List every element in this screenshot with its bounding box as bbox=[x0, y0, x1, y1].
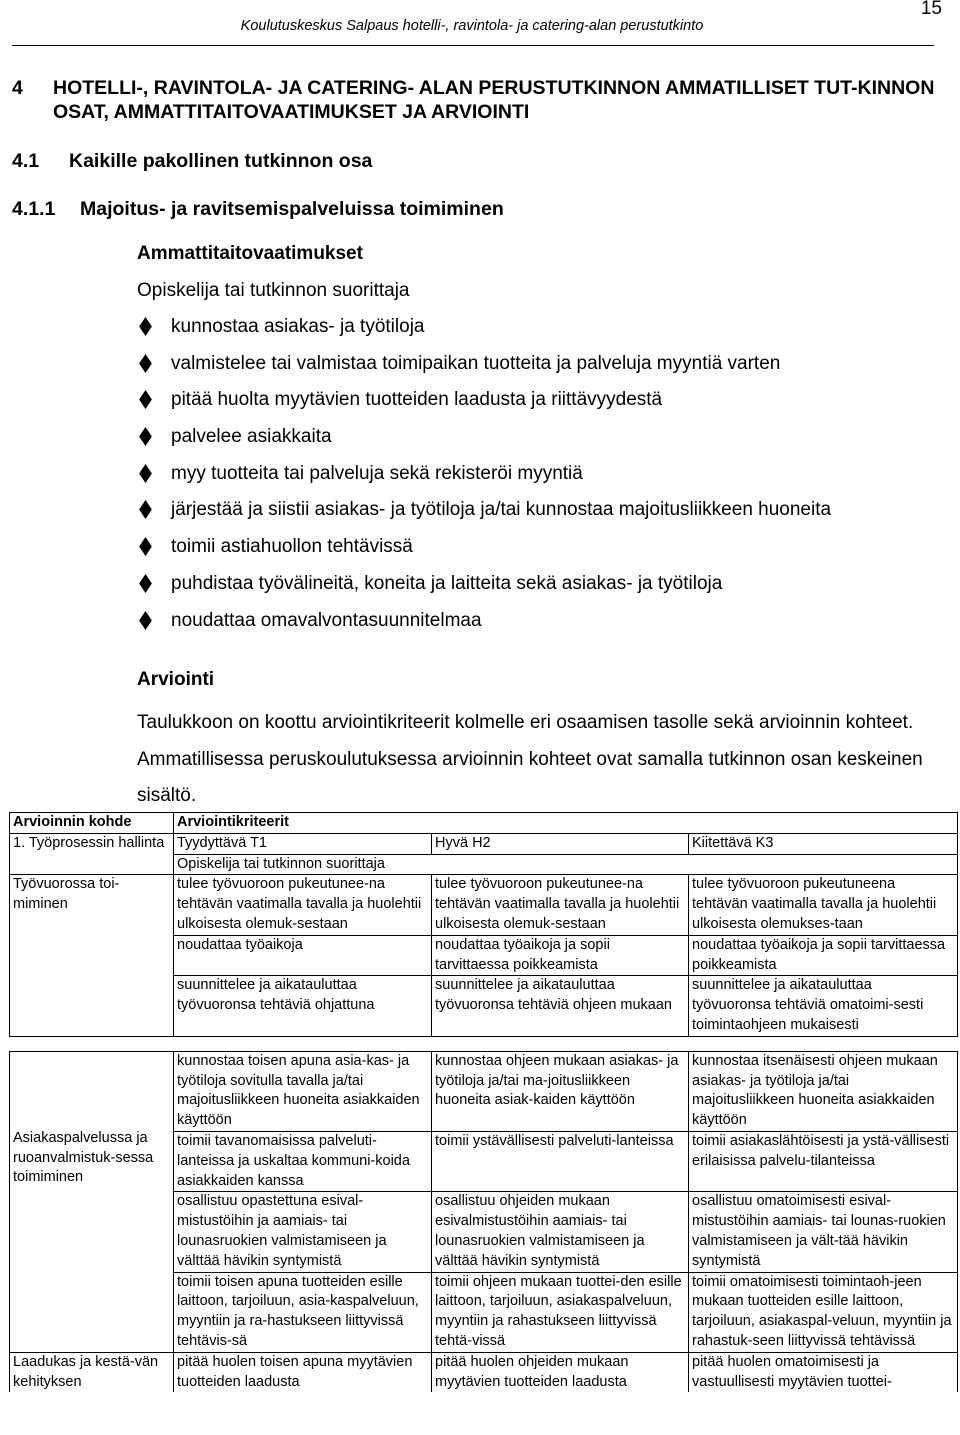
diamond-bullet-icon bbox=[139, 354, 152, 373]
diamond-bullet-icon bbox=[139, 317, 152, 336]
assessment-paragraph: Taulukkoon on koottu arviointikriteerit kolmelle eri osaamisen tasolle sekä arvioinnin kohteet. Ammatillisessa peruskoulutuksessa arvioinnin kohteet ovat samalla tutkinnon osan keskeinen sisältö. bbox=[137, 712, 923, 806]
table-row: toimii tavanomaisissa palveluti-lanteissa ja uskaltaa kommuni-koida asiakkaiden kanssa toimii ystävällisesti palveluti-lanteissa toimii asiakaslähtöisesti ja ystä-vällisesti erilaisissa palvelu-tilanteissa bbox=[10, 1131, 958, 1191]
col-header-criteria: Arviointikriteerit bbox=[174, 813, 958, 834]
table-row: Asiakaspalvelussa ja ruoanvalmistuk-sessa toimiminen kunnostaa toisen apuna asia-kas- ja työtiloja sovitulla tavalla ja/tai majoitusliikkeen huoneita asiakkaiden käyttöön kunnostaa ohjeen mukaan asiakas- ja työtiloja ja/tai ma-joitusliikkeen huoneita asiak-kaiden käyttöön kunnostaa itsenäisesti ohjeen mukaan asiakas- ja työtiloja ja/tai majoitusliikkeen huoneita asiakkaiden käyttöön bbox=[10, 1051, 958, 1131]
section-title: Kaikille pakollinen tutkinnon osa bbox=[69, 150, 373, 172]
table-intro: Opiskelija tai tutkinnon suorittaja bbox=[174, 854, 958, 875]
diamond-bullet-icon bbox=[139, 537, 152, 556]
diamond-bullet-icon bbox=[139, 464, 152, 483]
table-row: toimii toisen apuna tuotteiden esille laittoon, tarjoiluun, asia-kaspalveluun, myyntiin ja ra-hastukseen liittyvissä tehtävis-sä toimii ohjeen mukaan tuottei-den esille laittoon, tarjoiluun, asiakaspalveluun, myyntiin ja rahastukseen liittyvissä tehtä-vissä toimii omatoimisesti toimintaoh-jeen mukaan tuotteiden esille laittoon, tarjoiluun, asiakaspal-veluun, myyntiin ja rahastuk-seen liittyvissä tehtävissä bbox=[10, 1272, 958, 1352]
requirements-intro: Opiskelija tai tutkinnon suorittaja bbox=[137, 280, 410, 301]
process-label: 1. Työprosessin hallinta bbox=[10, 833, 174, 875]
criteria-table bbox=[9, 812, 958, 1392]
levels-row bbox=[10, 833, 958, 854]
chapter-number: 4 bbox=[12, 77, 23, 99]
chapter-title: HOTELLI-, RAVINTOLA- JA CATERING- ALAN PERUSTUTKINNON AMMATILLISET TUT-KINNON OSAT, AMMATTITAITOVAATIMUKSET JA ARVIOINTI bbox=[53, 77, 935, 123]
target-cell: Laadukas ja kestä-vän kehityksen bbox=[10, 1352, 174, 1392]
subsection-title: Majoitus- ja ravitsemispalveluissa toimiminen bbox=[80, 198, 504, 220]
table-row: suunnittelee ja aikatauluttaa työvuoronsa tehtäviä ohjattuna suunnittelee ja aikatauluttaa työvuoronsa tehtäviä ohjeen mukaan suunnittelee ja aikatauluttaa työvuoronsa tehtäviä omatoimi-sesti toimintaohjeen mukaisesti bbox=[10, 976, 958, 1036]
assessment-heading: Arviointi bbox=[137, 669, 215, 690]
section-number: 4.1 bbox=[12, 150, 40, 172]
table-gap bbox=[10, 1036, 958, 1051]
col-header-target: Arvioinnin kohde bbox=[10, 813, 174, 834]
table-row: Laadukas ja kestä-vän kehityksen pitää huolen toisen apuna myytävien tuotteiden laadusta pitää huolen ohjeiden mukaan myytävien tuotteiden laadusta pitää huolen omatoimisesti ja vastuullisesti myytävien tuottei- bbox=[10, 1352, 958, 1392]
target-cell: Työvuorossa toi-miminen bbox=[10, 875, 174, 1036]
subsection-heading bbox=[12, 198, 504, 221]
table-row: noudattaa työaikoja noudattaa työaikoja ja sopii tarvittaessa poikkeamista noudattaa työaikoja ja sopii tarvittaessa poikkeamista bbox=[10, 935, 958, 976]
level-t1: Tyydyttävä T1 bbox=[174, 833, 432, 854]
subsection-number: 4.1.1 bbox=[12, 198, 56, 220]
table-row: Työvuorossa toi-miminen tulee työvuoroon pukeutunee-na tehtävän vaatimalla tavalla ja huolehtii ulkoisesta olemuk-sestaan tulee työvuoroon pukeutunee-na tehtävän vaatimalla tavalla ja huolehtii ulkoisesta olemuk-sestaan tulee työvuoroon pukeutuneena tehtävän vaatimalla tavalla ja huolehtii ulkoisesta olemukses-taan bbox=[10, 875, 958, 935]
diamond-bullet-icon bbox=[139, 427, 152, 446]
table-header-row bbox=[10, 813, 958, 834]
table-row: osallistuu opastettuna esival-mistustöihin ja aamiais- tai lounasruokien valmistamiseen ja välttää hävikin syntymistä osallistuu ohjeiden mukaan esivalmistustöihin aamiais- tai lounasruokien valmistamiseen ja välttää hävikin syntymistä osallistuu omatoimisesti esival-mistustöihin aamiais- tai lounas-ruokien valmistamiseen ja vält-tää hävikin syntymistä bbox=[10, 1192, 958, 1272]
level-h2: Hyvä H2 bbox=[432, 833, 689, 854]
target-cell: Asiakaspalvelussa ja ruoanvalmistuk-sessa toimiminen bbox=[10, 1051, 174, 1352]
diamond-bullet-icon bbox=[139, 500, 152, 519]
diamond-bullet-icon bbox=[139, 610, 152, 629]
running-header: Koulutuskeskus Salpaus hotelli-, ravintola- ja catering-alan perustutkinto bbox=[240, 18, 704, 34]
level-k3: Kiitettävä K3 bbox=[689, 833, 958, 854]
diamond-bullet-icon bbox=[139, 574, 152, 593]
page-number: 15 bbox=[920, 0, 942, 19]
header-rule bbox=[12, 45, 934, 46]
diamond-bullet-icon bbox=[139, 390, 152, 409]
requirements-heading: Ammattitaitovaatimukset bbox=[137, 243, 363, 264]
section-heading bbox=[12, 150, 373, 173]
